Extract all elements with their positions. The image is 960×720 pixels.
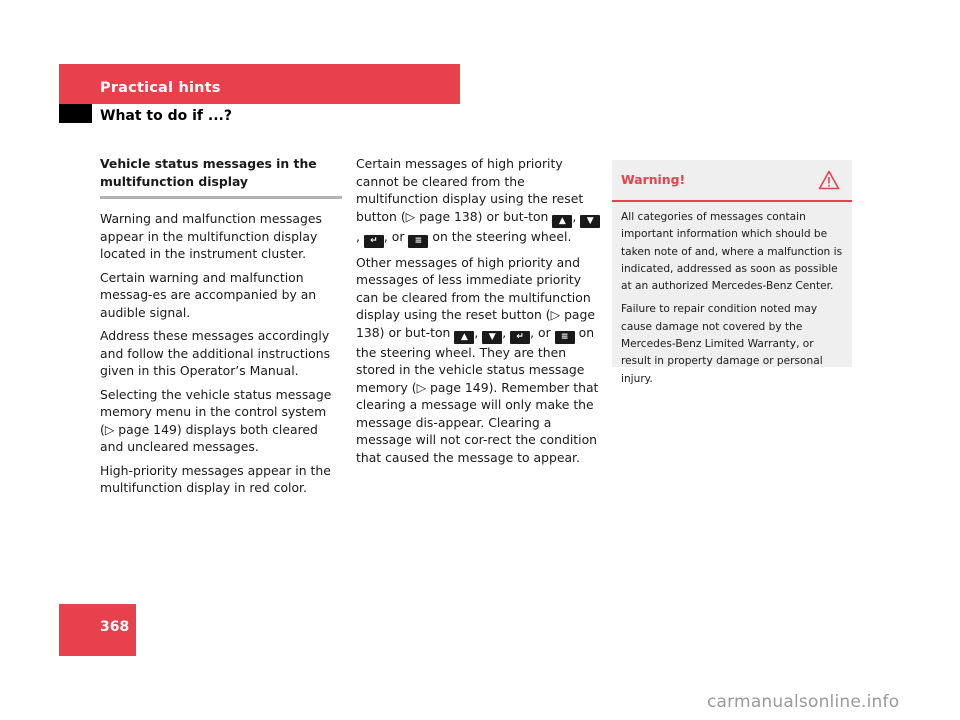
menu-button-icon: ≡ [408,235,428,248]
warning-title: Warning! [621,172,686,187]
back-button-icon: ↵ [364,235,384,248]
paragraph [100,386,342,456]
warning-header [612,160,852,202]
page-reference[interactable]: (▷ page 149). [411,379,498,395]
section-heading: Vehicle status messages in the multifunction display [100,156,317,189]
text-span: displays both cleared and uncleared messages. [100,421,318,454]
heading-rule [100,196,342,199]
down-button-icon: ▼ [482,331,502,344]
text-span: Selecting the vehicle status message memory menu in the control system [100,386,332,419]
up-button-icon: ▲ [552,215,572,228]
text-span: or [538,324,551,340]
warning-triangle-icon [818,170,840,194]
warning-paragraph: Failure to repair condition noted may cause damage not covered by the Mercedes-Benz Limited Warranty, or result in property damage or personal injury. [621,303,823,385]
menu-button-icon: ≡ [555,331,575,344]
warning-body [612,202,852,388]
page-reference[interactable]: (▷ page 138) [356,307,596,340]
paragraph: Warning and malfunction messages appear in the multifunction display located in the instrument cluster. [100,211,322,261]
column-left [100,155,342,503]
text-span: on the steering wheel. [432,228,572,244]
text-span: Other messages of high priority and messages of less immediate priority can be cleared from the multifunction display using the reset button [356,254,591,322]
text-span: or [391,228,405,244]
text-span: Certain messages of high priority cannot be cleared from the multifunction display using the reset button [356,156,584,224]
page-number: 368 [100,619,130,635]
paragraph: Certain messages of high priority cannot be cleared from the multifunction display using the reset button (▷ page 138) or but-ton ▲ , ▼, ↵ , or ≡ on the steering wheel. [356,155,601,248]
text-span: or but-ton [388,324,451,340]
header-marker [59,104,92,123]
paragraph: Other messages of high priority and messages of less immediate priority can be cleared from the multifunction display using the reset button (▷ page 138) or but-ton ▲ , ▼ , ↵ , or ≡ on the steering wheel. They are then stored in the vehicle status message memory (▷ page 149). Remember that clearing a message will only make the message dis-appear. Clearing a message will not cor-rect the condition that caused the message to appear. [356,254,599,465]
up-button-icon: ▲ [454,331,474,344]
paragraph: Address these messages accordingly and follow the additional instructions given in this Operator’s Manual. [100,328,331,378]
text-span: Remember that clearing a message will only make the message dis-appear. Clearing a message will not cor-rect the condition that caused the message to appear. [356,379,599,465]
page-reference[interactable]: (▷ page 149) [100,421,182,437]
page-reference[interactable]: (▷ page 138) [400,208,483,224]
watermark: carmanualsonline.info [707,692,900,712]
column-middle [356,155,601,472]
text-span: or but-ton [486,208,549,224]
paragraph: Certain warning and malfunction messag-es are accompanied by an audible signal. [100,269,317,320]
text-span: on the steering wheel. They are then stored in the vehicle status message memory [356,324,595,395]
page-subtitle: What to do if ...? [100,108,232,124]
down-button-icon: ▼ [580,215,600,228]
paragraph: High-priority messages appear in the multifunction display in red color. [100,462,331,495]
warning-box [612,160,852,385]
warning-paragraph: All categories of messages contain important information which should be taken note of and, where a malfunction is indicated, addressed as soon as possible at an authorized Mercedes-Benz Center. [621,211,843,293]
section-title: Practical hints [100,80,221,96]
back-button-icon: ↵ [510,331,530,344]
